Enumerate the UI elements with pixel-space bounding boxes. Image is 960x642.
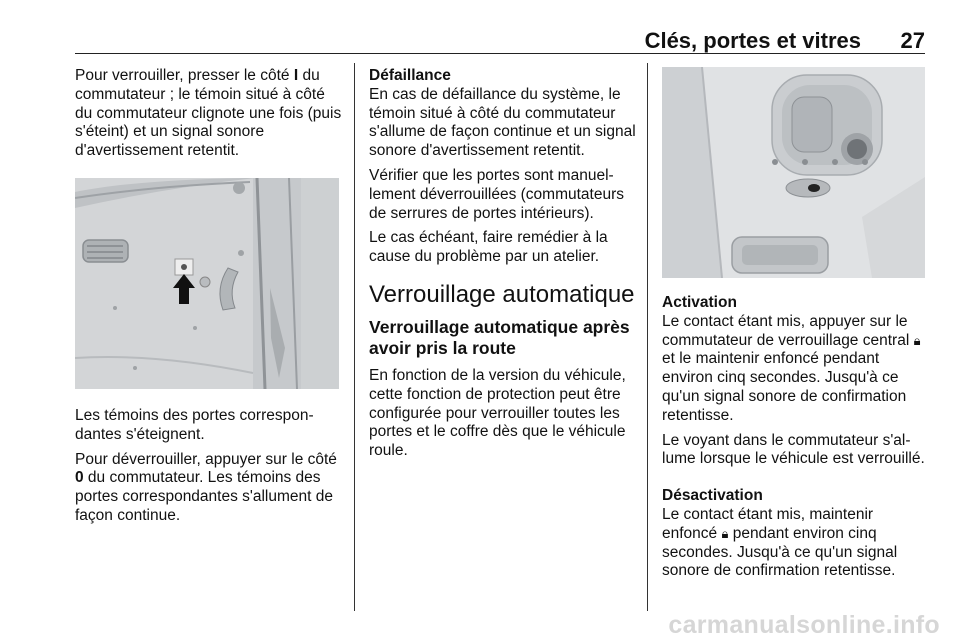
watermark: carmanualsonline.info	[668, 611, 940, 639]
subheading-auto-lock-driving: Verrouillage automatique après avoir pris la route	[369, 316, 630, 358]
section-title: Clés, portes et vitres	[644, 28, 861, 53]
paragraph-workshop: Le cas échéant, faire remédier à la cause du problème par un atelier.	[369, 229, 608, 266]
key-symbol-0: 0	[75, 469, 84, 487]
column-divider-1	[354, 63, 355, 611]
paragraph-unlock: Pour déverrouiller, appuyer sur le côté 0 du commutateur. Les témoins des portes correspondantes s'allument de façon continue.	[75, 450, 337, 524]
header-rule	[75, 53, 925, 54]
column-2	[369, 67, 637, 467]
door-switch-photo	[75, 178, 339, 389]
key-symbol-i: I	[293, 67, 299, 84]
heading-auto-lock: Verrouillage automatique	[369, 280, 635, 308]
paragraph-deactivation: Le contact étant mis, maintenir enfoncé 🔒︎ pendant environ cinq secondes. Jusqu'à ce qu'un signal sonore de confirmation retentisse.	[662, 505, 898, 580]
running-header	[75, 26, 925, 54]
subheading-deactivation: Désactivation	[662, 487, 763, 505]
paragraph-auto-lock: En fonction de la version du véhicule, cette fonction de protection peut être configurée pour verrouiller toutes les portes et le coffre dès que le véhicule roule.	[369, 366, 626, 460]
column-3	[662, 67, 927, 587]
paragraph-indicators-off: Les témoins des portes correspondantes s'éteignent.	[75, 406, 314, 443]
column-divider-2	[647, 63, 648, 611]
lock-icon: 🔒︎	[913, 332, 921, 348]
subheading-activation: Activation	[662, 294, 737, 311]
lock-icon: 🔒︎	[721, 525, 729, 541]
central-lock-switch-photo	[662, 67, 925, 278]
page-number: 27	[900, 28, 925, 53]
paragraph-activation: Le contact étant mis, appuyer sur le commutateur de verrouillage central 🔒︎ et le maintenir enfoncé pendant environ cinq secondes. Jusqu'à ce qu'un signal sonore de confirmation retentisse.	[662, 312, 921, 424]
paragraph-failure: En cas de défaillance du système, le témoin situé à côté du commutateur s'allume de façon continue et un signal sonore d'avertissement retentit.	[369, 85, 636, 160]
paragraph-lock: Pour verrouiller, presser le côté I du commutateur ; le témoin situé à côté du commutateur clignote une fois (puis s'éteint) et un signal sonore d'avertissement retentit.	[75, 67, 342, 160]
column-1	[75, 67, 343, 532]
paragraph-indicator-lit: Le voyant dans le commutateur s'allume lorsque le véhicule est verrouillé.	[662, 431, 925, 468]
paragraph-check-doors: Vérifier que les portes sont manuellement déverrouillées (commutateurs de serrures de portes intérieurs).	[369, 166, 624, 222]
subheading-failure: Défaillance	[369, 67, 451, 84]
